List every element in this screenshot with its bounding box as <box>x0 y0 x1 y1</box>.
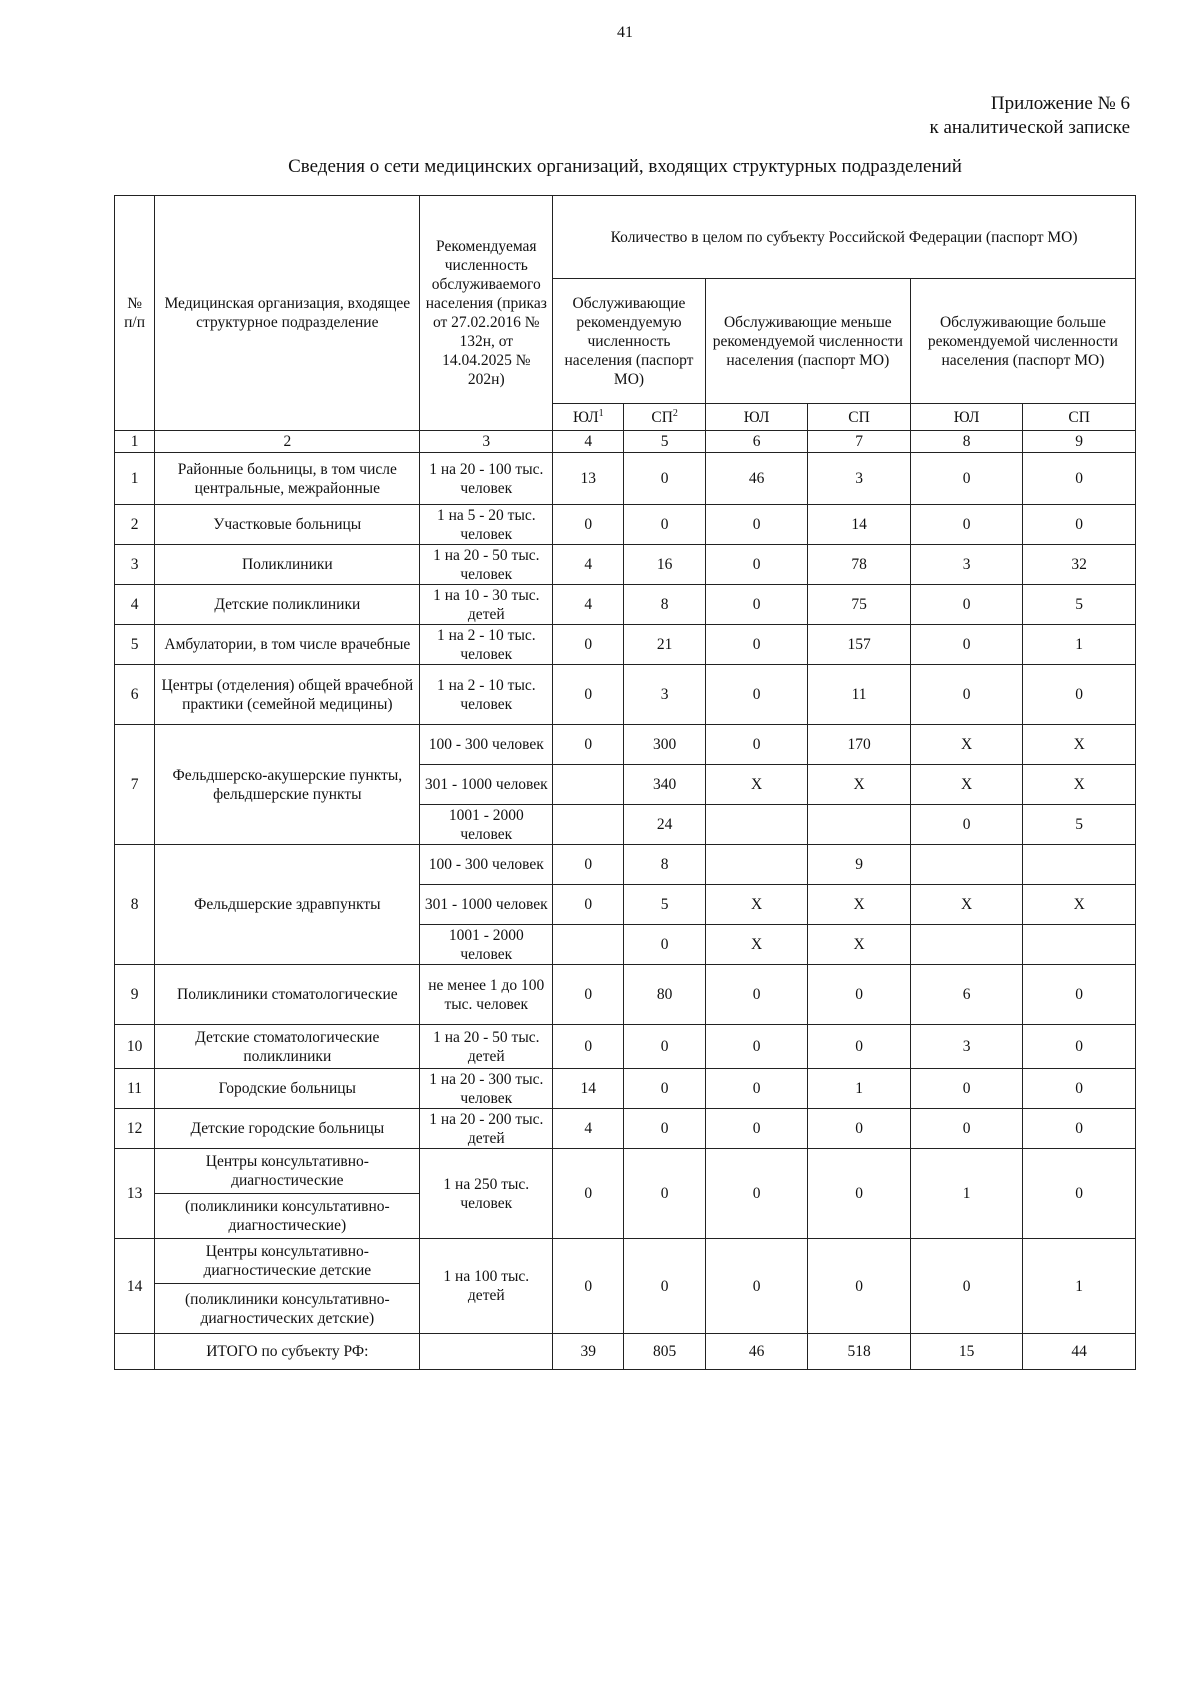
cell-value: 0 <box>624 505 705 545</box>
cell-value: 0 <box>1023 505 1136 545</box>
row-org: Детские городские больницы <box>155 1109 420 1149</box>
cell-value: 0 <box>1023 665 1136 725</box>
cell-value: 0 <box>910 453 1023 505</box>
header-sp-3: СП <box>1023 404 1136 431</box>
cell-value: X <box>808 885 910 925</box>
cell-value: 4 <box>553 585 624 625</box>
row-org: Центры консультативно-диагностические <box>155 1149 420 1194</box>
row-org-note: (поликлиники консультативно-диагностических детские) <box>155 1284 420 1334</box>
cell-value: 0 <box>705 1239 807 1334</box>
cell-value: 0 <box>808 1025 910 1069</box>
col-number: 9 <box>1023 431 1136 453</box>
cell-value: 0 <box>910 505 1023 545</box>
row-org: Районные больницы, в том числе центральные, межрайонные <box>155 453 420 505</box>
cell-value: 0 <box>1023 965 1136 1025</box>
cell-value: 170 <box>808 725 910 765</box>
cell-value: 0 <box>808 1239 910 1334</box>
row-recommended: 1 на 20 - 200 тыс. детей <box>420 1109 553 1149</box>
table-row <box>115 1149 1136 1194</box>
row-org: Центры консультативно-диагностические детские <box>155 1239 420 1284</box>
row-recommended: 1 на 100 тыс. детей <box>420 1239 553 1334</box>
col-number: 5 <box>624 431 705 453</box>
cell-value: 3 <box>910 545 1023 585</box>
total-num <box>115 1334 155 1370</box>
cell-value: 3 <box>624 665 705 725</box>
cell-value: 4 <box>553 545 624 585</box>
cell-value <box>910 845 1023 885</box>
row-recommended: 1 на 5 - 20 тыс. человек <box>420 505 553 545</box>
appendix-line-1: Приложение № 6 <box>990 93 1130 114</box>
cell-value: 3 <box>910 1025 1023 1069</box>
cell-value: 32 <box>1023 545 1136 585</box>
cell-value <box>705 805 807 845</box>
cell-value: X <box>1023 725 1136 765</box>
cell-value <box>1023 925 1136 965</box>
cell-value: 75 <box>808 585 910 625</box>
cell-value: 0 <box>910 1109 1023 1149</box>
table-row <box>115 725 1136 765</box>
cell-value: X <box>1023 885 1136 925</box>
cell-value: 0 <box>553 1025 624 1069</box>
cell-value: 0 <box>910 1239 1023 1334</box>
cell-value: 5 <box>1023 585 1136 625</box>
header-group-less: Обслуживающие меньше рекомендуемой численности населения (паспорт МО) <box>705 279 910 404</box>
total-row <box>115 1334 1136 1370</box>
cell-value: 0 <box>1023 1025 1136 1069</box>
cell-value: 0 <box>1023 1069 1136 1109</box>
cell-value: 3 <box>808 453 910 505</box>
total-recommended <box>420 1334 553 1370</box>
total-value: 39 <box>553 1334 624 1370</box>
col-number: 6 <box>705 431 807 453</box>
cell-value: 0 <box>705 1025 807 1069</box>
row-org: Фельдшерские здравпункты <box>155 845 420 965</box>
row-recommended: 100 - 300 человек <box>420 725 553 765</box>
cell-value: X <box>910 885 1023 925</box>
cell-value: X <box>705 765 807 805</box>
row-number: 12 <box>115 1109 155 1149</box>
cell-value: 0 <box>808 965 910 1025</box>
header-group-more: Обслуживающие больше рекомендуемой численности населения (паспорт МО) <box>910 279 1135 404</box>
cell-value: 0 <box>705 1109 807 1149</box>
cell-value: 0 <box>910 625 1023 665</box>
cell-value: 0 <box>705 1069 807 1109</box>
header-ul-2: ЮЛ <box>705 404 807 431</box>
row-number: 3 <box>115 545 155 585</box>
row-recommended: 1 на 20 - 100 тыс. человек <box>420 453 553 505</box>
total-value: 44 <box>1023 1334 1136 1370</box>
row-org: Фельдшерско-акушерские пункты, фельдшерские пункты <box>155 725 420 845</box>
row-number: 11 <box>115 1069 155 1109</box>
row-recommended: 100 - 300 человек <box>420 845 553 885</box>
col-number: 8 <box>910 431 1023 453</box>
cell-value: 0 <box>553 625 624 665</box>
total-value: 15 <box>910 1334 1023 1370</box>
appendix-line-2: к аналитической записке <box>929 117 1130 138</box>
row-org: Амбулатории, в том числе врачебные <box>155 625 420 665</box>
table-row <box>115 1239 1136 1284</box>
col-number: 3 <box>420 431 553 453</box>
cell-value: 0 <box>910 665 1023 725</box>
cell-value: 0 <box>553 1149 624 1239</box>
cell-value: 0 <box>624 1239 705 1334</box>
cell-value <box>1023 845 1136 885</box>
cell-value: X <box>705 885 807 925</box>
table-row <box>115 505 1136 545</box>
cell-value: 8 <box>624 845 705 885</box>
cell-value: 0 <box>808 1149 910 1239</box>
cell-value: X <box>705 925 807 965</box>
row-number: 6 <box>115 665 155 725</box>
total-value: 46 <box>705 1334 807 1370</box>
table-row <box>115 625 1136 665</box>
cell-value <box>553 805 624 845</box>
row-number: 1 <box>115 453 155 505</box>
cell-value: 0 <box>705 585 807 625</box>
cell-value: X <box>910 725 1023 765</box>
table-row <box>115 845 1136 885</box>
cell-value <box>910 925 1023 965</box>
row-org: Центры (отделения) общей врачебной практики (семейной медицины) <box>155 665 420 725</box>
row-org: Детские поликлиники <box>155 585 420 625</box>
cell-value: 9 <box>808 845 910 885</box>
cell-value: 0 <box>808 1109 910 1149</box>
cell-value <box>553 765 624 805</box>
cell-value: 0 <box>1023 453 1136 505</box>
col-number: 4 <box>553 431 624 453</box>
cell-value: X <box>1023 765 1136 805</box>
row-org: Городские больницы <box>155 1069 420 1109</box>
header-total: Количество в целом по субъекту Российской Федерации (паспорт МО) <box>553 196 1136 279</box>
row-recommended: 301 - 1000 человек <box>420 765 553 805</box>
cell-value: 16 <box>624 545 705 585</box>
table-row <box>115 1025 1136 1069</box>
row-recommended: 1 на 2 - 10 тыс. человек <box>420 665 553 725</box>
cell-value: 4 <box>553 1109 624 1149</box>
row-recommended: 301 - 1000 человек <box>420 885 553 925</box>
table-row <box>115 965 1136 1025</box>
row-recommended: 1001 - 2000 человек <box>420 805 553 845</box>
cell-value: 21 <box>624 625 705 665</box>
row-number: 2 <box>115 505 155 545</box>
medical-network-table <box>114 195 1136 1370</box>
row-recommended: не менее 1 до 100 тыс. человек <box>420 965 553 1025</box>
cell-value: 0 <box>910 1069 1023 1109</box>
cell-value: 5 <box>624 885 705 925</box>
row-org: Участковые больницы <box>155 505 420 545</box>
cell-value: 1 <box>1023 1239 1136 1334</box>
table-row <box>115 1109 1136 1149</box>
table-row <box>115 1069 1136 1109</box>
cell-value: 5 <box>1023 805 1136 845</box>
cell-value: 6 <box>910 965 1023 1025</box>
cell-value: 0 <box>553 505 624 545</box>
row-recommended: 1 на 20 - 300 тыс. человек <box>420 1069 553 1109</box>
cell-value: 0 <box>910 585 1023 625</box>
cell-value: 340 <box>624 765 705 805</box>
cell-value: 0 <box>624 925 705 965</box>
table-row <box>115 665 1136 725</box>
row-number: 5 <box>115 625 155 665</box>
row-org: Поликлиники стоматологические <box>155 965 420 1025</box>
cell-value: X <box>808 925 910 965</box>
cell-value: 0 <box>705 965 807 1025</box>
cell-value: 1 <box>808 1069 910 1109</box>
cell-value: 1 <box>1023 625 1136 665</box>
cell-value: 157 <box>808 625 910 665</box>
row-org: Поликлиники <box>155 545 420 585</box>
cell-value: 0 <box>553 885 624 925</box>
cell-value: 0 <box>553 665 624 725</box>
cell-value: 0 <box>553 725 624 765</box>
cell-value: 0 <box>553 1239 624 1334</box>
cell-value: 0 <box>624 453 705 505</box>
row-recommended: 1 на 2 - 10 тыс. человек <box>420 625 553 665</box>
row-recommended: 1 на 250 тыс. человек <box>420 1149 553 1239</box>
cell-value: 11 <box>808 665 910 725</box>
table-row <box>115 545 1136 585</box>
header-ul-1: $ЮЛ^1$ <box>553 404 624 431</box>
cell-value: 300 <box>624 725 705 765</box>
cell-value: 80 <box>624 965 705 1025</box>
header-org: Медицинская организация, входящее структурное подразделение <box>155 196 420 431</box>
cell-value: 14 <box>553 1069 624 1109</box>
cell-value: X <box>910 765 1023 805</box>
cell-value: 24 <box>624 805 705 845</box>
row-number: 14 <box>115 1239 155 1334</box>
row-recommended: 1 на 10 - 30 тыс. детей <box>420 585 553 625</box>
header-group-recommended: Обслуживающие рекомендуемую численность населения (паспорт МО) <box>553 279 706 404</box>
cell-value: 0 <box>705 725 807 765</box>
col-number: 7 <box>808 431 910 453</box>
cell-value: 0 <box>1023 1149 1136 1239</box>
row-number: 8 <box>115 845 155 965</box>
cell-value: 46 <box>705 453 807 505</box>
cell-value: 0 <box>705 665 807 725</box>
cell-value: 14 <box>808 505 910 545</box>
cell-value <box>808 805 910 845</box>
cell-value: 1 <box>910 1149 1023 1239</box>
cell-value: 0 <box>1023 1109 1136 1149</box>
cell-value: 0 <box>705 625 807 665</box>
cell-value: 0 <box>624 1025 705 1069</box>
column-number-row <box>115 431 1136 453</box>
cell-value: 0 <box>624 1109 705 1149</box>
header-sp-1: $СП^2$ <box>624 404 705 431</box>
total-value: 805 <box>624 1334 705 1370</box>
page-number: 41 <box>617 24 633 41</box>
header-sp-2: СП <box>808 404 910 431</box>
row-org: Детские стоматологические поликлиники <box>155 1025 420 1069</box>
cell-value <box>553 925 624 965</box>
total-value: 518 <box>808 1334 910 1370</box>
table-row <box>115 585 1136 625</box>
document-title: Сведения о сети медицинских организаций, входящих структурных подразделений <box>288 156 962 177</box>
row-number: 9 <box>115 965 155 1025</box>
total-label: ИТОГО по субъекту РФ: <box>155 1334 420 1370</box>
cell-value <box>705 845 807 885</box>
header-row-1 <box>115 196 1136 279</box>
header-num: № п/п <box>115 196 155 431</box>
cell-value: 0 <box>624 1149 705 1239</box>
table-row <box>115 453 1136 505</box>
cell-value: 0 <box>910 805 1023 845</box>
header-recommended: Рекомендуемая численность обслуживаемого населения (приказ от 27.02.2016 № 132н, от 14.04.2025 № 202н) <box>420 196 553 431</box>
row-number: 7 <box>115 725 155 845</box>
row-recommended: 1001 - 2000 человек <box>420 925 553 965</box>
cell-value: 0 <box>705 545 807 585</box>
col-number: 1 <box>115 431 155 453</box>
row-org-note: (поликлиники консультативно-диагностические) <box>155 1194 420 1239</box>
cell-value: 0 <box>705 505 807 545</box>
cell-value: 0 <box>705 1149 807 1239</box>
row-number: 10 <box>115 1025 155 1069</box>
cell-value: 8 <box>624 585 705 625</box>
appendix-heading <box>929 92 1130 140</box>
cell-value: 0 <box>624 1069 705 1109</box>
row-recommended: 1 на 20 - 50 тыс. человек <box>420 545 553 585</box>
header-ul-3: ЮЛ <box>910 404 1023 431</box>
cell-value: 13 <box>553 453 624 505</box>
cell-value: 0 <box>553 845 624 885</box>
cell-value: 0 <box>553 965 624 1025</box>
cell-value: X <box>808 765 910 805</box>
row-recommended: 1 на 20 - 50 тыс. детей <box>420 1025 553 1069</box>
row-number: 13 <box>115 1149 155 1239</box>
col-number: 2 <box>155 431 420 453</box>
cell-value: 78 <box>808 545 910 585</box>
row-number: 4 <box>115 585 155 625</box>
